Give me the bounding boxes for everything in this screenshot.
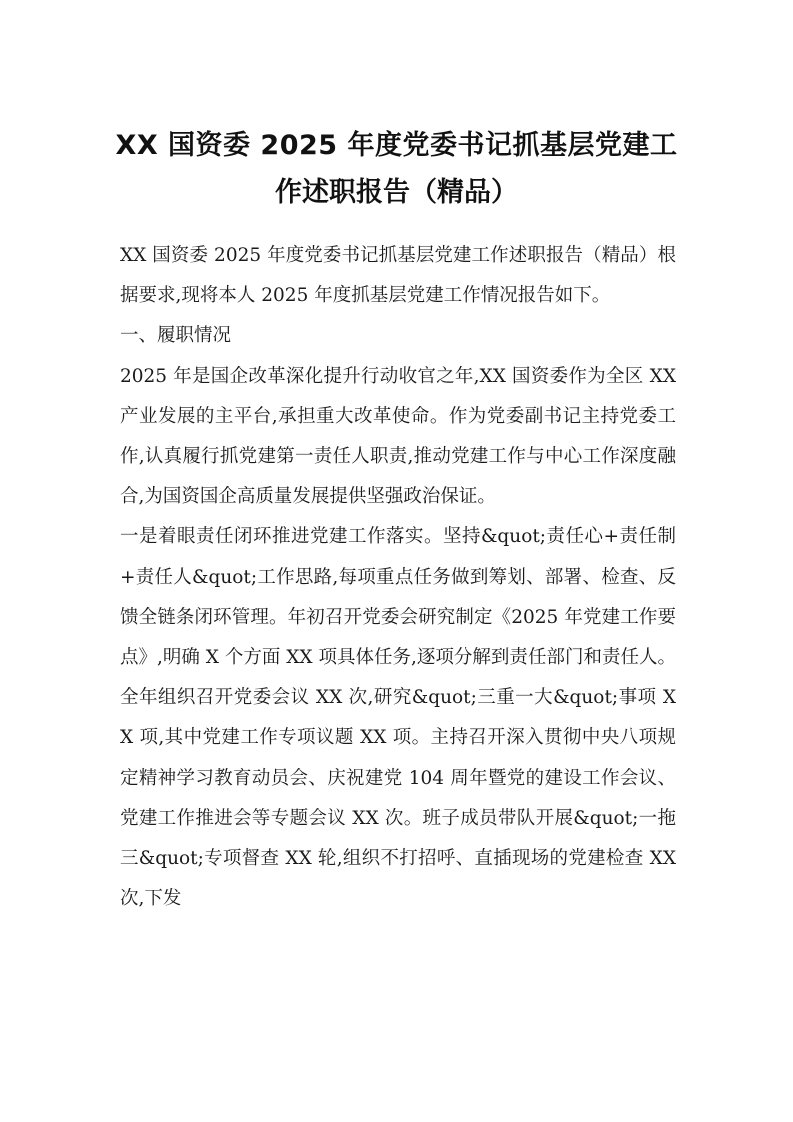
section-heading-performance: 一、履职情况 <box>120 325 232 347</box>
overview-paragraph: 2025 年是国企改革深化提升行动收官之年,XX 国资委作为全区 XX 产业发展的主平台,承担重大改革使命。作为党委副书记主持党委工作,认真履行抓党建第一责任人职责,推动党建工作与中心工作深度融合,为国资国企高质量发展提供坚强政治保证。 <box>120 365 676 508</box>
responsibility-paragraph: 一是着眼责任闭环推进党建工作落实。坚持&quot;责任心+责任制+责任人&quot;工作思路,每项重点任务做到筹划、部署、检查、反馈全链条闭环管理。年初召开党委会研究制定《2025 年党建工作要点》,明确 X 个方面 XX 项具体任务,逐项分解到责任部门和责任人。全年组织召开党委会议 XX 次,研究&quot;三重一大&quot;事项 XX 项,其中党建工作专项议题 XX 项。主持召开深入贯彻中央八项规定精神学习教育动员会、庆祝建党 104 周年暨党的建设工作会议、党建工作推进会等专题会议 XX 次。班子成员带队开展&quot;一拖三&quot;专项督查 XX 轮,组织不打招呼、直插现场的党建检查 XX 次,下发 <box>120 526 676 910</box>
intro-paragraph: XX 国资委 2025 年度党委书记抓基层党建工作述职报告（精品）根据要求,现将本人 2025 年度抓基层党建工作情况报告如下。 <box>120 245 676 307</box>
document-title-line-1: XX 国资委 2025 年度党委书记抓基层党建工 <box>115 130 678 161</box>
document-body <box>120 236 676 919</box>
document-title-line-2: 作述职报告（精品） <box>275 177 518 208</box>
